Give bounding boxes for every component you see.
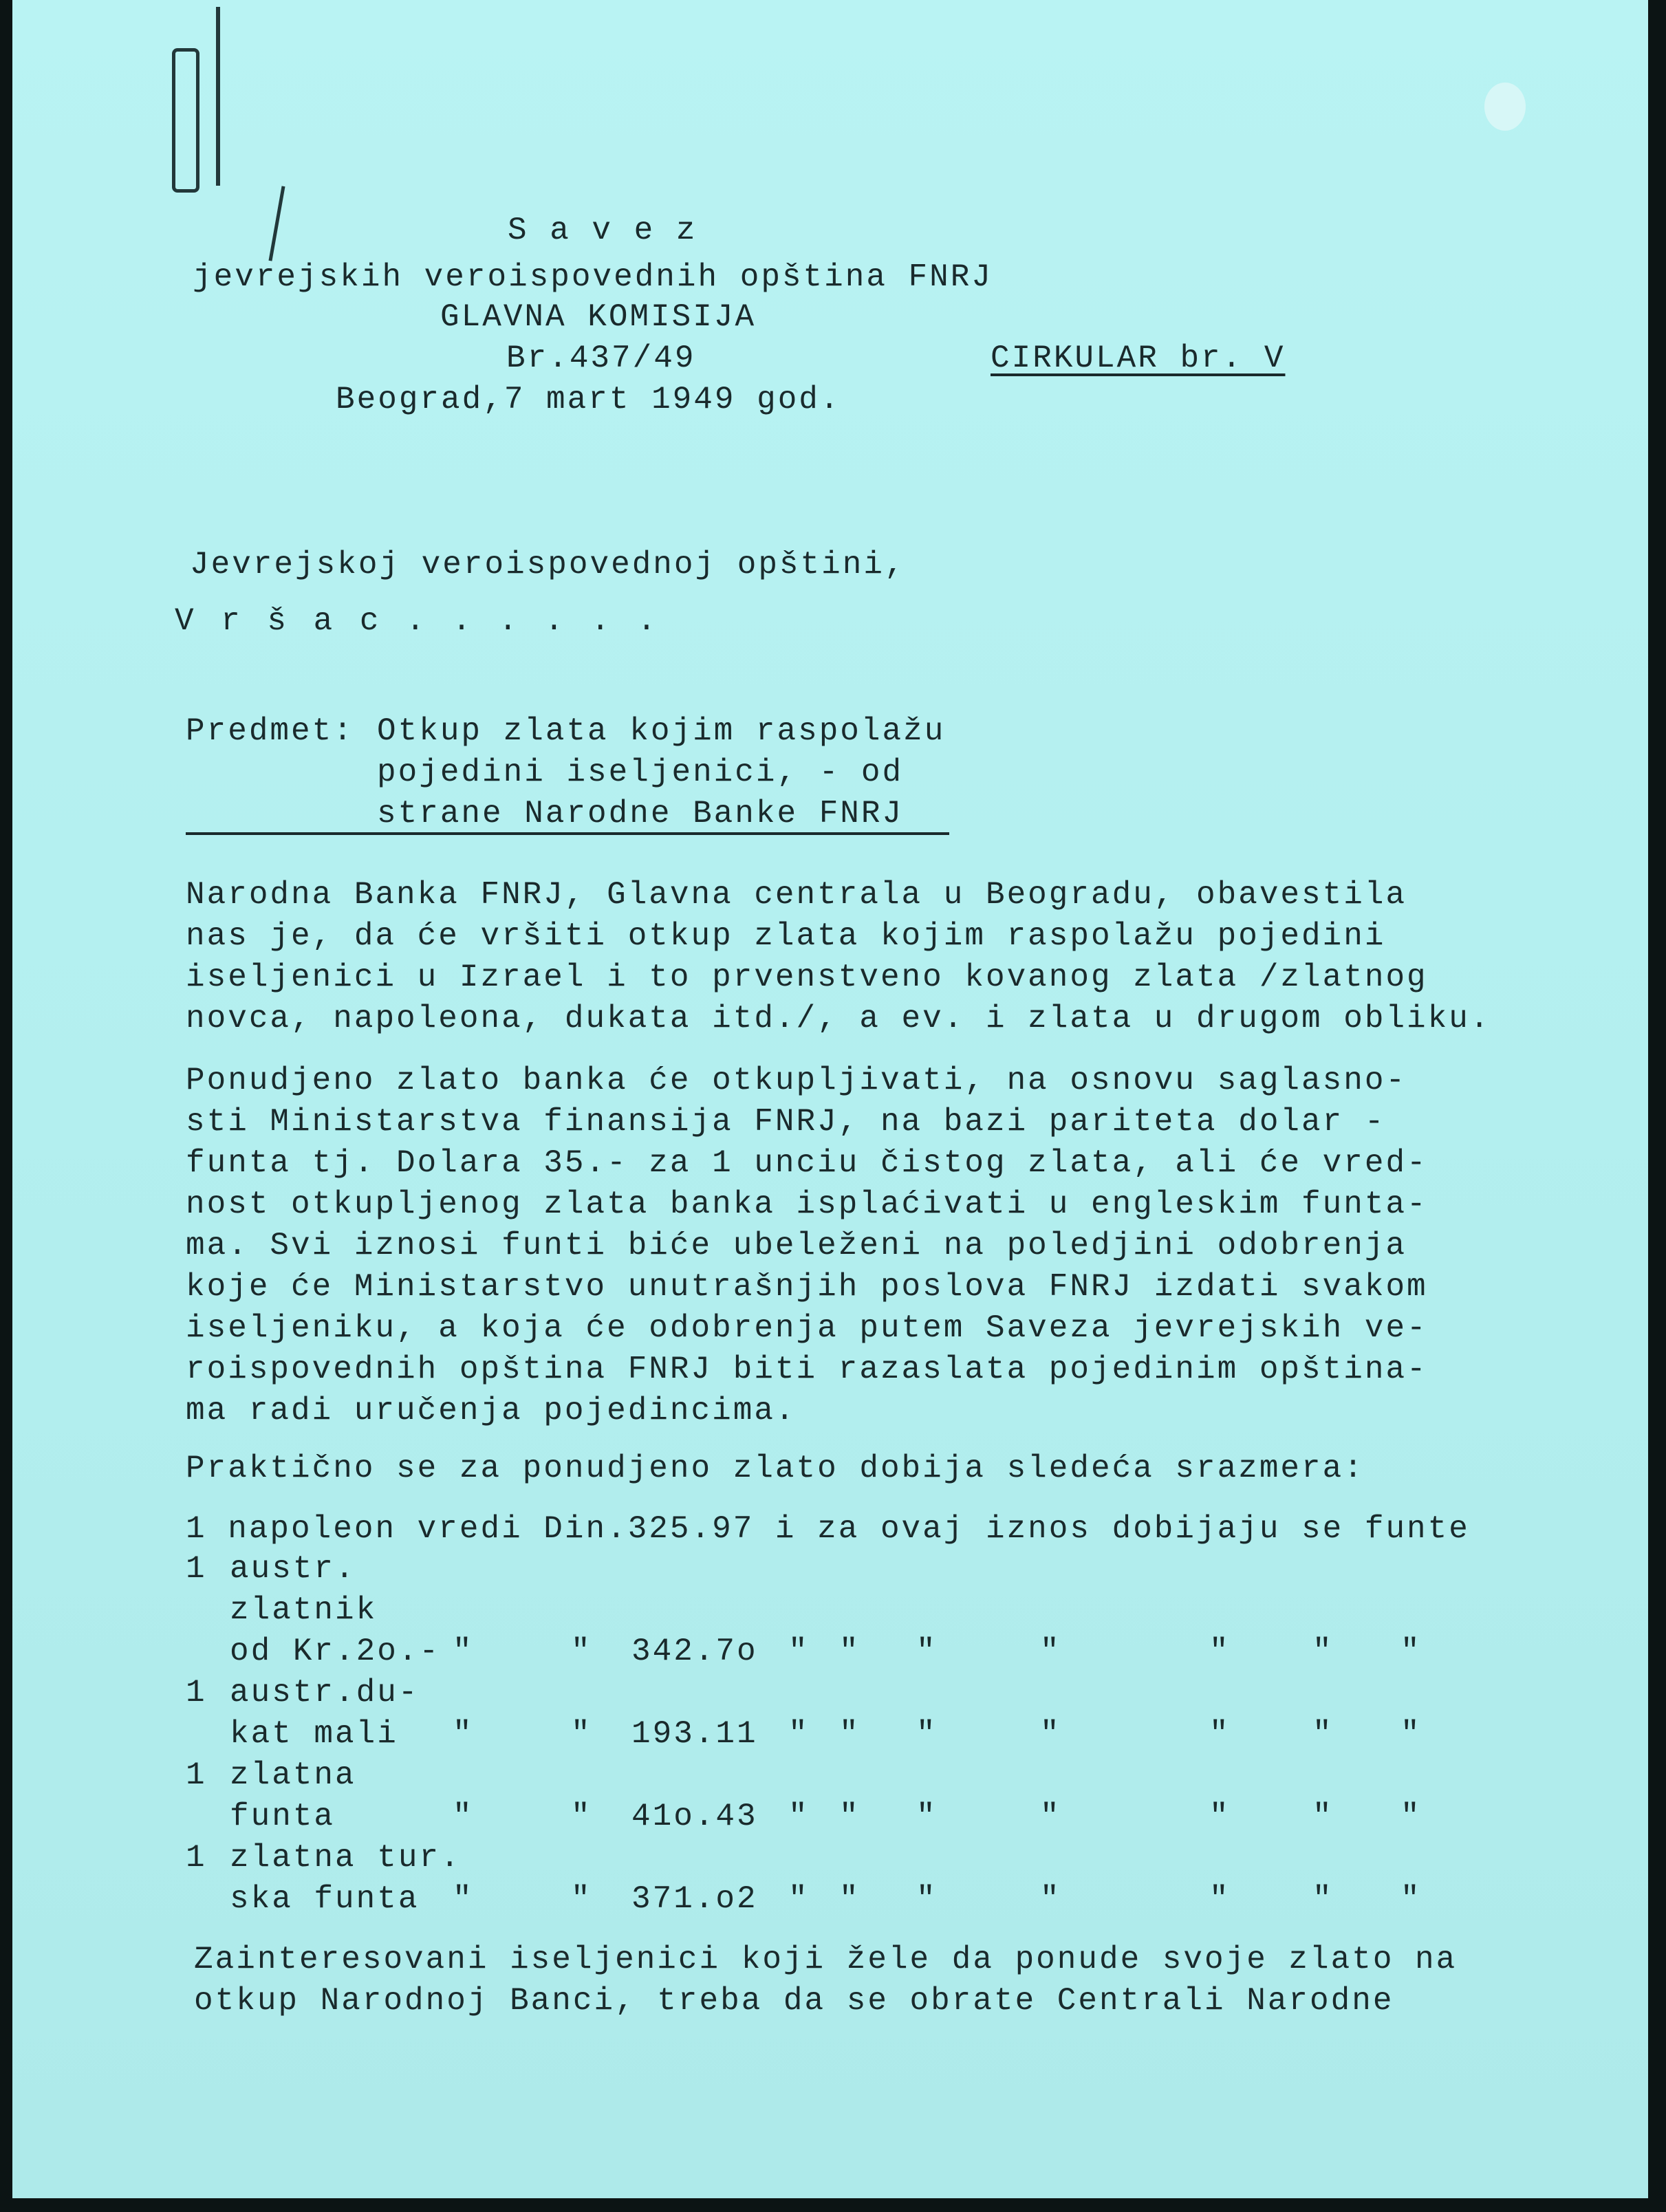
addressee-line-2: V r š a c . . . . . . xyxy=(175,603,660,639)
rate-row-name: austr. xyxy=(230,1551,356,1587)
ditto-mark: " xyxy=(453,1881,474,1917)
org-line-2: jevrejskih veroispovednih opština FNRJ xyxy=(193,259,993,295)
ditto-mark: " xyxy=(1209,1881,1231,1917)
reference-number: Br.437/49 xyxy=(506,340,696,376)
paragraph-1-line: novca, napoleona, dukata itd./, a ev. i zlata u drugom obliku. xyxy=(186,1001,1491,1037)
ditto-mark: " xyxy=(453,1634,474,1669)
ditto-mark: " xyxy=(788,1634,810,1669)
ditto-mark: " xyxy=(571,1799,592,1834)
paper-spot xyxy=(1484,83,1526,131)
ditto-mark: " xyxy=(916,1881,938,1917)
ditto-mark: " xyxy=(1312,1881,1334,1917)
ditto-mark: " xyxy=(1400,1881,1422,1917)
ditto-mark: " xyxy=(839,1634,861,1669)
rate-row-name: od Kr.2o.- xyxy=(230,1634,441,1669)
ditto-mark: " xyxy=(1312,1799,1334,1834)
rate-row-name: zlatna tur. xyxy=(230,1840,462,1876)
binder-mark xyxy=(216,7,220,186)
ditto-mark: " xyxy=(1209,1634,1231,1669)
ditto-mark: " xyxy=(453,1716,474,1752)
ditto-mark: " xyxy=(839,1881,861,1917)
paragraph-2-line: nost otkupljenog zlata banka isplaćivati u engleskim funta- xyxy=(186,1186,1428,1222)
ditto-mark: " xyxy=(916,1634,938,1669)
paragraph-2-line: roispovednih opština FNRJ biti razaslata pojedinim opština- xyxy=(186,1352,1428,1387)
rate-row-name: zlatnik xyxy=(230,1592,378,1628)
paragraph-2-line: koje će Ministarstvo unutrašnjih poslova FNRJ izdati svakom xyxy=(186,1269,1428,1305)
rate-row-value: 342.7o xyxy=(631,1634,758,1669)
rate-row-name: ska funta xyxy=(230,1881,420,1917)
circular-number: CIRKULAR br. V xyxy=(991,340,1286,376)
rate-row-qty: 1 xyxy=(186,1675,207,1711)
paragraph-1-line: iseljenici u Izrael i to prvenstveno kovanog zlata /zlatnog xyxy=(186,959,1428,995)
rate-row-name: austr.du- xyxy=(230,1675,420,1711)
ditto-mark: " xyxy=(1400,1716,1422,1752)
rate-row-name: kat mali xyxy=(230,1716,398,1752)
ditto-mark: " xyxy=(1209,1799,1231,1834)
paragraph-1-line: nas je, da će vršiti otkup zlata kojim raspolažu pojedini xyxy=(186,918,1386,954)
paragraph-2-line: funta tj. Dolara 35.- za 1 unciu čistog zlata, ali će vred- xyxy=(186,1145,1428,1181)
rate-row-name: funta xyxy=(230,1799,336,1834)
ditto-mark: " xyxy=(571,1716,592,1752)
ditto-mark: " xyxy=(453,1799,474,1834)
ditto-mark: " xyxy=(788,1799,810,1834)
ditto-mark: " xyxy=(1400,1799,1422,1834)
rate-row-name: zlatna xyxy=(230,1757,356,1793)
ditto-mark: " xyxy=(839,1716,861,1752)
paragraph-2-line: iseljeniku, a koja će odobrenja putem Saveza jevrejskih ve- xyxy=(186,1310,1428,1346)
ditto-mark: " xyxy=(1209,1716,1231,1752)
ditto-mark: " xyxy=(788,1716,810,1752)
org-line-1: S a v e z xyxy=(508,213,697,248)
subject-label: Predmet: xyxy=(186,713,354,749)
binder-slot xyxy=(172,48,199,193)
subject-line-2: pojedini iseljenici, - od xyxy=(377,755,904,790)
rate-row-qty: 1 xyxy=(186,1757,207,1793)
paragraph-3: Praktično se za ponudjeno zlato dobija sledeća srazmera: xyxy=(186,1451,1365,1486)
addressee-line-1: Jevrejskoj veroispovednoj opštini, xyxy=(190,547,906,583)
ditto-mark: " xyxy=(1040,1799,1061,1834)
paragraph-4-line: Zainteresovani iseljenici koji žele da ponude svoje zlato na xyxy=(194,1942,1458,1977)
paragraph-2-line: sti Ministarstva finansija FNRJ, na bazi pariteta dolar - xyxy=(186,1104,1386,1140)
rate-napoleon: 1 napoleon vredi Din.325.97 i za ovaj iznos dobijaju se funte xyxy=(186,1511,1470,1547)
subject-line-3: strane Narodne Banke FNRJ xyxy=(377,796,904,832)
rate-row-value: 371.o2 xyxy=(631,1881,758,1917)
paragraph-1-line: Narodna Banka FNRJ, Glavna centrala u Beogradu, obavestila xyxy=(186,877,1407,913)
paragraph-2-line: ma radi uručenja pojedincima. xyxy=(186,1393,797,1429)
subject-underline xyxy=(186,832,949,835)
paragraph-2-line: Ponudjeno zlato banka će otkupljivati, na osnovu saglasno- xyxy=(186,1063,1407,1098)
org-line-3: GLAVNA KOMISIJA xyxy=(440,299,757,335)
ditto-mark: " xyxy=(916,1716,938,1752)
subject-line-1: Otkup zlata kojim raspolažu xyxy=(377,713,946,749)
place-date: Beograd,7 mart 1949 god. xyxy=(336,382,841,418)
rate-row-value: 193.11 xyxy=(631,1716,758,1752)
ditto-mark: " xyxy=(1312,1716,1334,1752)
ditto-mark: " xyxy=(571,1881,592,1917)
ditto-mark: " xyxy=(571,1634,592,1669)
paragraph-4-line: otkup Narodnoj Banci, treba da se obrate Centrali Narodne xyxy=(194,1983,1394,2019)
ditto-mark: " xyxy=(1040,1881,1061,1917)
ditto-mark: " xyxy=(788,1881,810,1917)
paragraph-2-line: ma. Svi iznosi funti biće ubeleženi na poledjini odobrenja xyxy=(186,1228,1407,1264)
ditto-mark: " xyxy=(1040,1634,1061,1669)
ditto-mark: " xyxy=(1400,1634,1422,1669)
rate-row-value: 41o.43 xyxy=(631,1799,758,1834)
ditto-mark: " xyxy=(839,1799,861,1834)
ditto-mark: " xyxy=(916,1799,938,1834)
ditto-mark: " xyxy=(1312,1634,1334,1669)
pencil-mark xyxy=(268,186,285,261)
rate-row-qty: 1 xyxy=(186,1551,207,1587)
rate-row-qty: 1 xyxy=(186,1840,207,1876)
ditto-mark: " xyxy=(1040,1716,1061,1752)
